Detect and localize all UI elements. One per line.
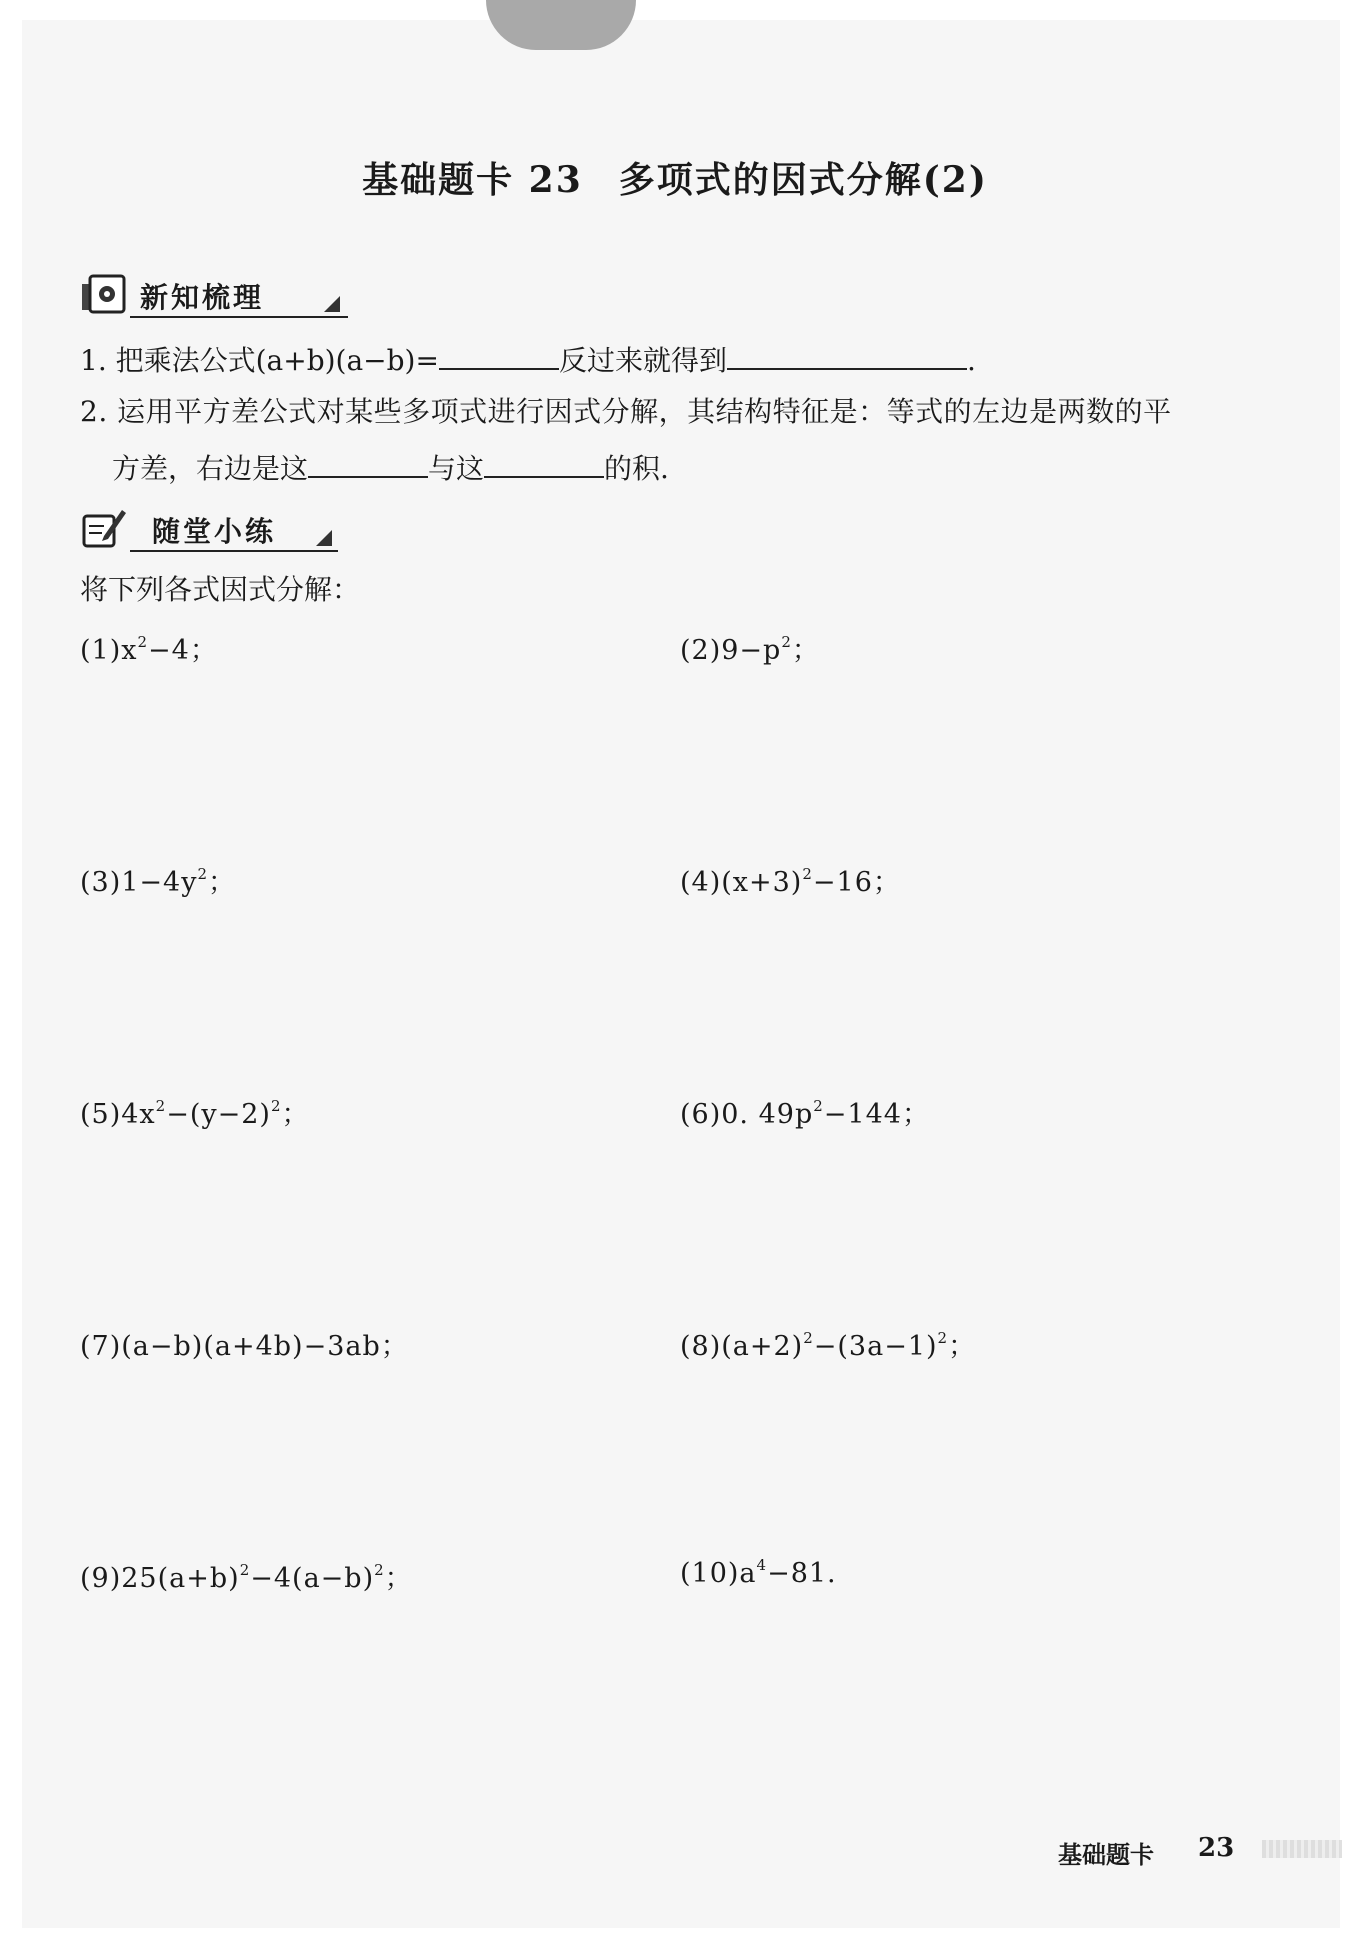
review-q2-text-c: 的积. [604, 452, 669, 485]
corner-triangle [324, 296, 340, 312]
section-practice-label: 随堂小练 [152, 515, 277, 548]
review-item-2-line-1: 2. 运用平方差公式对某些多项式进行因式分解，其结构特征是：等式的左边是两数的平 [80, 395, 1172, 428]
review-item-2-line-2 [112, 446, 669, 489]
answer-blank[interactable] [308, 446, 428, 478]
review-q2-text-b: 与这 [428, 452, 485, 485]
review-item-1 [80, 338, 976, 381]
footer-label: 基础题卡 [1058, 1841, 1154, 1869]
problem-3: $(3)1-4y^2$； [80, 865, 237, 898]
notebook-icon [80, 272, 128, 316]
problem-5: $(5)4x^2-(y-2)^2$； [80, 1097, 310, 1130]
practice-instruction: 将下列各式因式分解： [80, 573, 361, 606]
section-underline [130, 550, 338, 552]
footer-decoration [1262, 1840, 1342, 1858]
section-practice-heading [80, 506, 338, 552]
section-review-heading [80, 272, 348, 318]
title-prefix: 基础题卡 23 [362, 159, 583, 201]
problem-2: $(2)9-p^2$； [680, 633, 820, 666]
page-title [0, 152, 1350, 203]
review-q2-text-a: 方差，右边是这 [112, 452, 309, 485]
answer-blank[interactable] [439, 338, 559, 370]
answer-blank[interactable] [727, 338, 967, 370]
answer-blank[interactable] [484, 446, 604, 478]
problem-10: $(10)a^4-81$. [680, 1556, 837, 1589]
review-q1-text-c: . [966, 344, 976, 377]
title-main: 多项式的因式分解(2) [618, 159, 988, 201]
problem-6: (6)0. $49p^2-144$； [680, 1097, 930, 1130]
review-q1-text-b: 反过来就得到 [558, 344, 727, 377]
problem-8: $(8)(a+2)^2-(3a-1)^2$； [680, 1329, 977, 1362]
page-number: 23 [1198, 1833, 1235, 1863]
problem-1: $(1)x^2-4$； [80, 633, 218, 666]
problem-9: $(9)25(a+b)^2-4(a-b)^2$； [80, 1561, 413, 1594]
problem-7: (7)(a−b)(a+4b)−3ab； [80, 1331, 409, 1362]
section-underline [130, 316, 348, 318]
section-review-label: 新知梳理 [140, 281, 265, 314]
problem-4: $(4)(x+3)^2-16$； [680, 865, 901, 898]
corner-triangle [316, 530, 332, 546]
pencil-notebook-icon [80, 506, 128, 550]
review-q1-text-a: 1. 把乘法公式(a+b)(a−b)= [80, 344, 439, 377]
